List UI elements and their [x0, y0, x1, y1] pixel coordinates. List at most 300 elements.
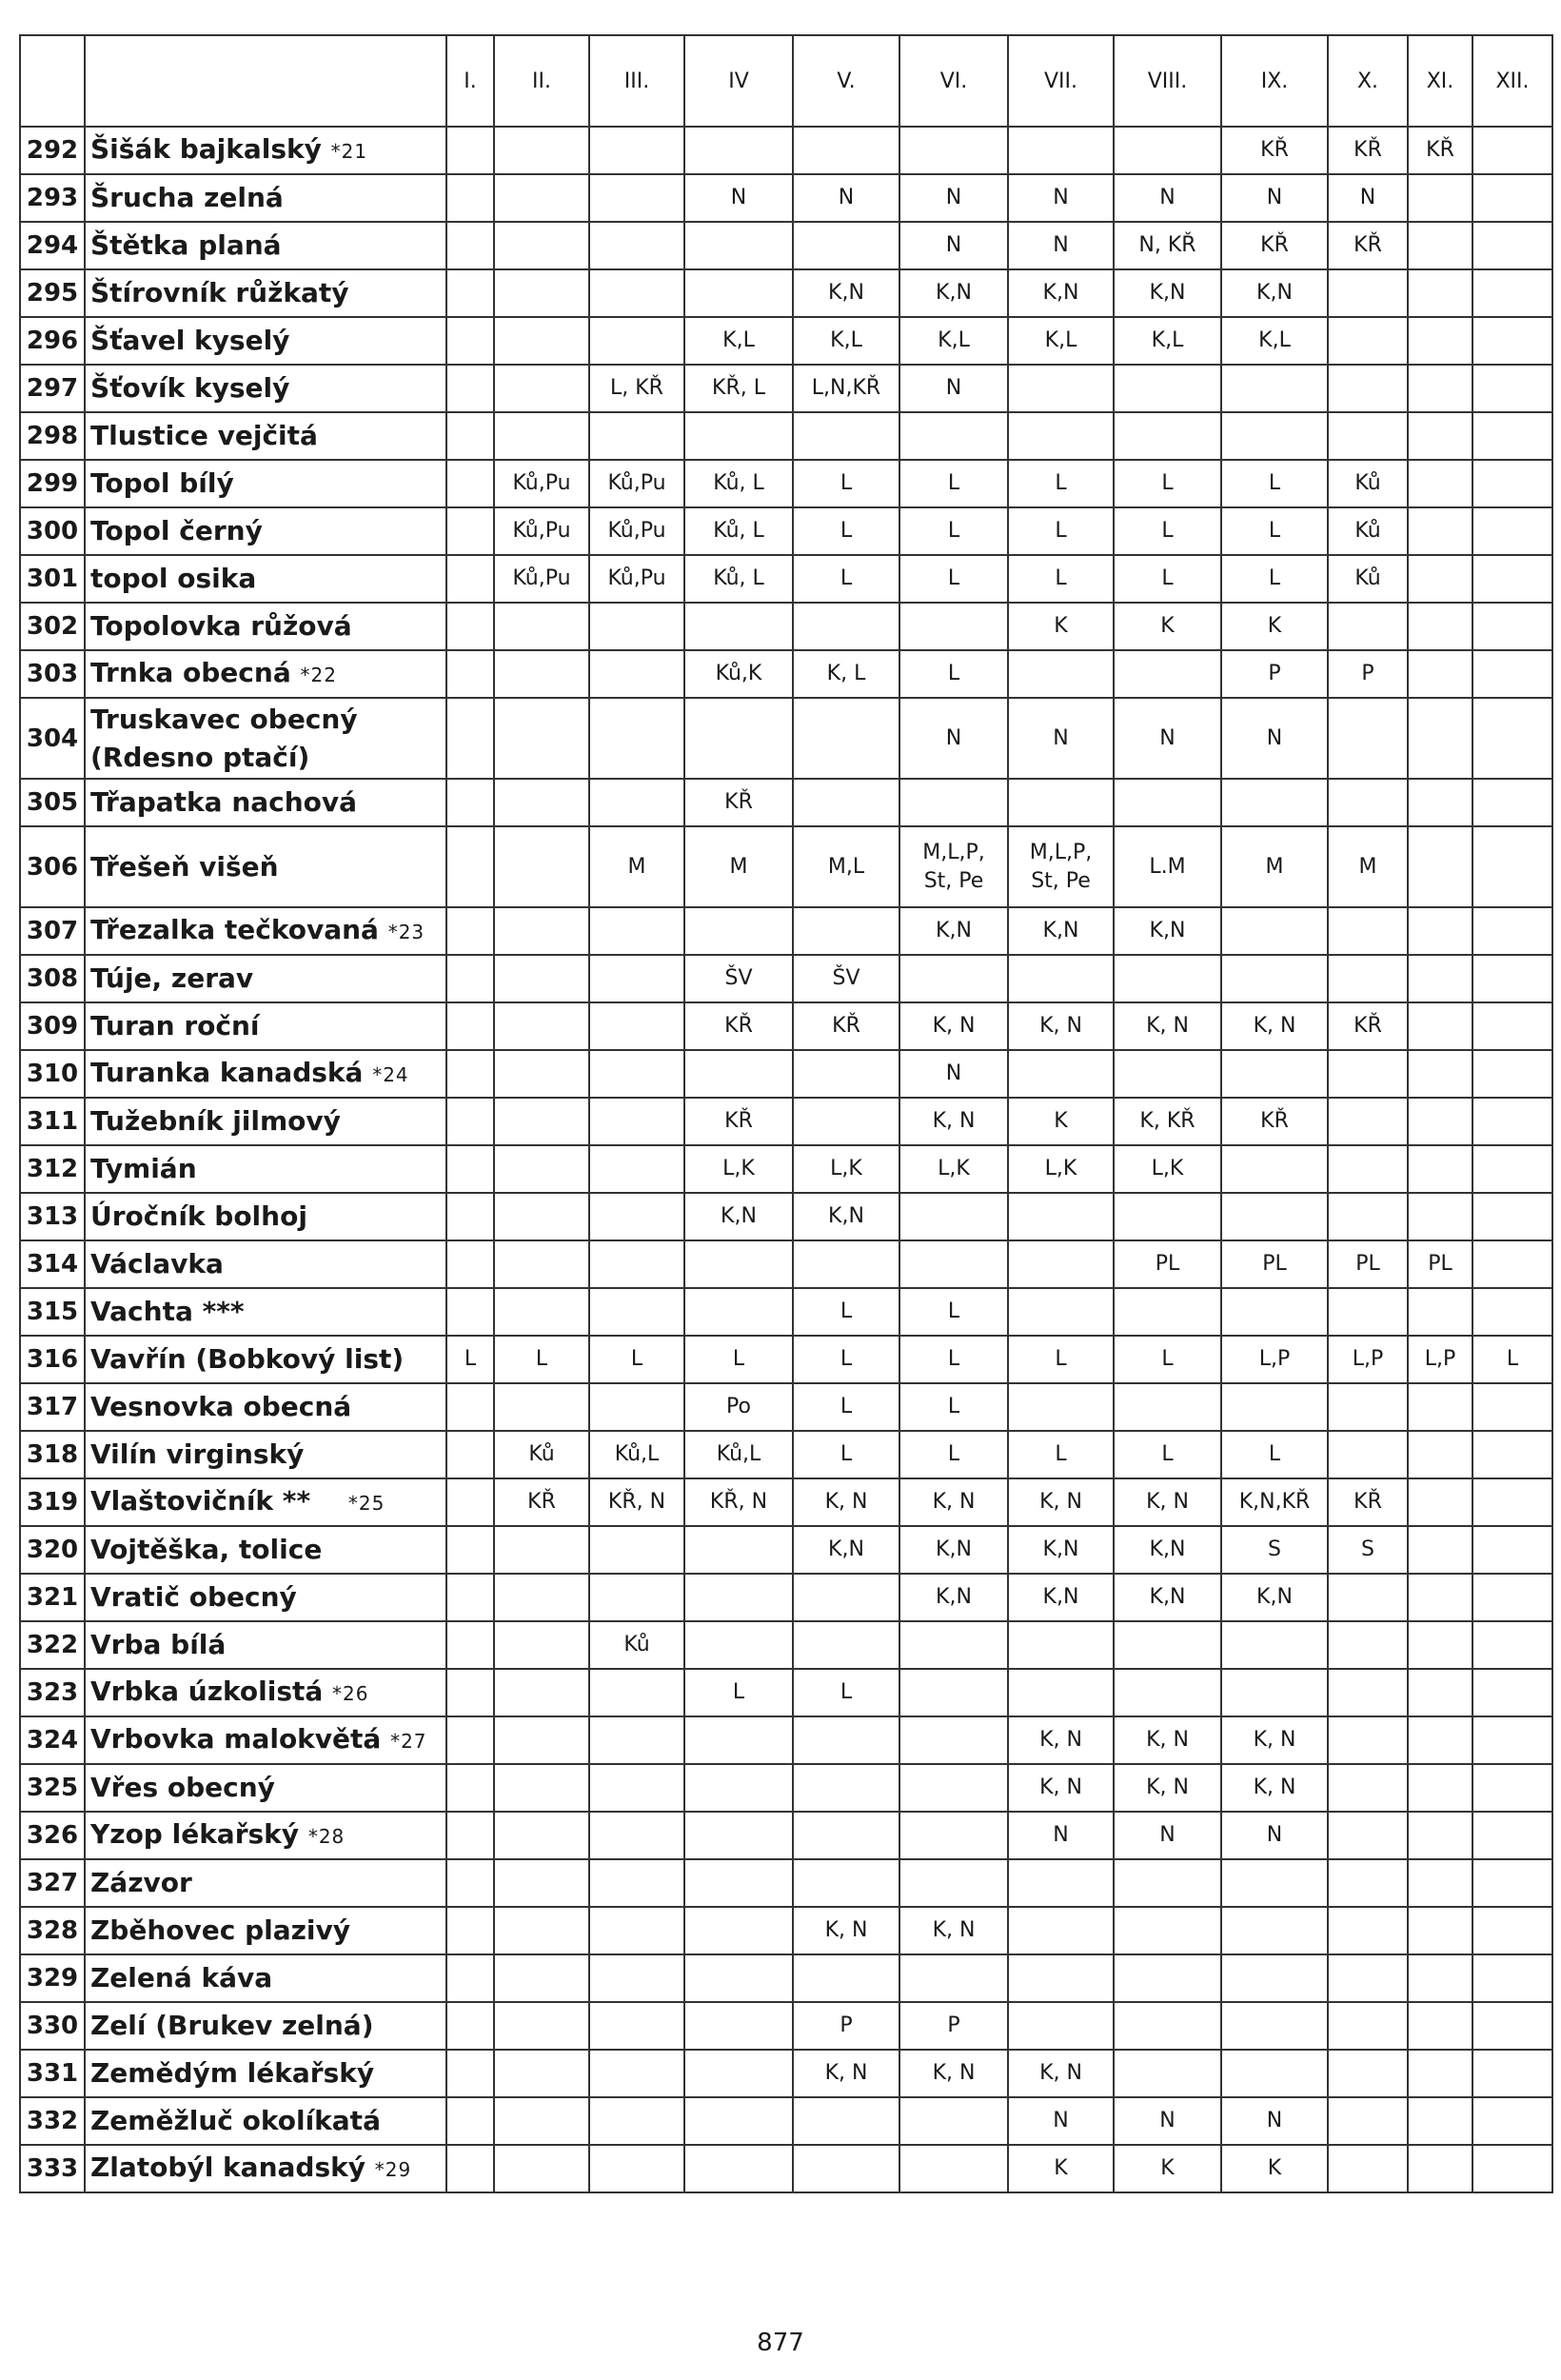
row-number: 303 [20, 650, 85, 698]
month-cell [1008, 1954, 1114, 2002]
month-cell: N, KŘ [1114, 222, 1221, 269]
footnote-ref: *23 [387, 921, 425, 943]
month-cell [1008, 1621, 1114, 1669]
month-cell [1328, 317, 1408, 365]
month-cell [684, 1812, 793, 1859]
plant-name: Vilín virginský [90, 1438, 305, 1470]
month-cell: K, L [793, 650, 899, 698]
month-cell [589, 1954, 684, 2002]
row-number: 296 [20, 317, 85, 365]
table-body [20, 127, 1552, 2192]
month-cell [684, 1240, 793, 1288]
month-header: XII. [1472, 35, 1552, 127]
month-cell: K,N [1008, 1526, 1114, 1574]
month-cell [1328, 1669, 1408, 1716]
plant-name: Štětka planá [90, 229, 282, 261]
month-cell [1408, 698, 1472, 779]
table-row [20, 2145, 1552, 2192]
month-cell [1408, 460, 1472, 507]
month-cell [1408, 1716, 1472, 1764]
month-cell: M [1328, 826, 1408, 907]
month-cell [1472, 1621, 1552, 1669]
month-cell [1472, 907, 1552, 955]
row-number: 318 [20, 1431, 85, 1478]
month-cell [589, 1002, 684, 1050]
month-cell [494, 1954, 589, 2002]
month-cell: KŘ [684, 1002, 793, 1050]
month-cell: K [1008, 603, 1114, 650]
month-cell [494, 2002, 589, 2050]
table-row [20, 955, 1552, 1002]
month-cell [446, 222, 494, 269]
month-cell [589, 1145, 684, 1193]
table-row [20, 1526, 1552, 1574]
month-cell [684, 2145, 793, 2192]
month-cell [1472, 1574, 1552, 1621]
month-cell: N [1008, 2097, 1114, 2145]
table-row [20, 1859, 1552, 1907]
plant-name-cell [85, 2097, 446, 2145]
month-cell: PL [1221, 1240, 1328, 1288]
table-row [20, 1193, 1552, 1240]
month-cell [684, 603, 793, 650]
month-cell [1328, 1383, 1408, 1431]
month-cell [684, 2050, 793, 2097]
plant-name-cell [85, 174, 446, 222]
month-cell: L [899, 507, 1008, 555]
month-cell [1008, 1193, 1114, 1240]
month-cell [1328, 2145, 1408, 2192]
plant-name: Vrbovka malokvětá [90, 1723, 382, 1755]
month-cell: L [1114, 460, 1221, 507]
month-cell [1408, 1859, 1472, 1907]
month-cell [446, 269, 494, 317]
month-cell [899, 1193, 1008, 1240]
month-cell [494, 907, 589, 955]
month-cell [1008, 826, 1114, 907]
month-cell: N [1114, 1812, 1221, 1859]
month-cell [1328, 2050, 1408, 2097]
month-cell: Ků, L [684, 460, 793, 507]
table-row [20, 1098, 1552, 1145]
table-row [20, 1288, 1552, 1336]
month-cell-line: M,L,P, [922, 840, 985, 864]
month-cell [684, 412, 793, 460]
month-cell [1221, 2002, 1328, 2050]
month-cell [793, 1621, 899, 1669]
row-number: 313 [20, 1193, 85, 1240]
month-cell: K, N [1221, 1002, 1328, 1050]
month-cell: K, N [1221, 1764, 1328, 1812]
month-cell: K,L [1008, 317, 1114, 365]
row-number: 308 [20, 955, 85, 1002]
row-number: 324 [20, 1716, 85, 1764]
header-name-cell [85, 35, 446, 127]
month-cell: K,N [1114, 269, 1221, 317]
plant-name: Yzop lékařský [90, 1818, 300, 1850]
month-cell: N [899, 222, 1008, 269]
month-cell [1408, 555, 1472, 603]
footnote-ref: *24 [372, 1063, 409, 1086]
month-cell [1472, 2050, 1552, 2097]
month-cell: KŘ [1221, 127, 1328, 174]
month-cell [1408, 650, 1472, 698]
month-cell [494, 412, 589, 460]
month-cell: L,K [793, 1145, 899, 1193]
month-cell [1114, 1383, 1221, 1431]
month-cell [1114, 365, 1221, 412]
month-cell [1408, 1907, 1472, 1954]
month-cell: K, N [899, 1098, 1008, 1145]
table-row [20, 2097, 1552, 2145]
month-cell [684, 1050, 793, 1098]
month-cell [494, 127, 589, 174]
plant-name: Tymián [90, 1153, 197, 1184]
month-cell [684, 1526, 793, 1574]
plant-name-cell [85, 2050, 446, 2097]
month-cell [684, 1954, 793, 2002]
month-cell [446, 1050, 494, 1098]
month-cell: K,N [793, 1193, 899, 1240]
month-cell [1008, 1383, 1114, 1431]
month-cell [793, 1240, 899, 1288]
row-number: 304 [20, 698, 85, 779]
month-cell [899, 1716, 1008, 1764]
month-cell [446, 2145, 494, 2192]
table-row [20, 2050, 1552, 2097]
header-number-cell [20, 35, 85, 127]
month-cell [494, 222, 589, 269]
table-row [20, 269, 1552, 317]
month-cell-line: M,L,P, [1029, 840, 1093, 864]
month-cell: K, N [1008, 2050, 1114, 2097]
month-cell [589, 1240, 684, 1288]
month-cell [446, 1383, 494, 1431]
month-cell [494, 365, 589, 412]
month-cell [1221, 2050, 1328, 2097]
month-cell: L.M [1114, 826, 1221, 907]
month-cell: L [899, 1383, 1008, 1431]
month-cell [1472, 365, 1552, 412]
plant-name-cell [85, 365, 446, 412]
table-row [20, 127, 1552, 174]
month-cell [1408, 1764, 1472, 1812]
month-cell [1328, 907, 1408, 955]
table-row [20, 1002, 1552, 1050]
month-cell [1472, 2145, 1552, 2192]
month-cell: K [1114, 603, 1221, 650]
month-cell [1408, 317, 1472, 365]
month-cell [1328, 412, 1408, 460]
month-cell: N [1221, 1812, 1328, 1859]
month-cell [1472, 1145, 1552, 1193]
month-cell [1328, 2002, 1408, 2050]
month-cell: K,N [1008, 907, 1114, 955]
header-row [20, 35, 1552, 127]
month-header: IX. [1221, 35, 1328, 127]
row-number: 299 [20, 460, 85, 507]
plant-name: Vojtěška, tolice [90, 1534, 323, 1565]
table-row [20, 317, 1552, 365]
footnote-ref: *27 [390, 1730, 427, 1753]
month-cell [1472, 1859, 1552, 1907]
month-cell: M [1221, 826, 1328, 907]
month-cell [1408, 1145, 1472, 1193]
month-cell [446, 1098, 494, 1145]
month-cell: N [899, 698, 1008, 779]
month-cell [1472, 779, 1552, 826]
month-cell [589, 1526, 684, 1574]
row-number: 327 [20, 1859, 85, 1907]
month-cell: ŠV [793, 955, 899, 1002]
month-cell [1008, 1859, 1114, 1907]
month-cell [1114, 1621, 1221, 1669]
month-cell [1328, 1431, 1408, 1478]
table-row [20, 507, 1552, 555]
month-cell [494, 1669, 589, 1716]
month-cell [589, 1383, 684, 1431]
row-number: 300 [20, 507, 85, 555]
month-cell [1408, 1193, 1472, 1240]
month-cell [494, 779, 589, 826]
month-cell [494, 1050, 589, 1098]
month-cell [446, 698, 494, 779]
month-cell [793, 779, 899, 826]
plant-name-cell [85, 2002, 446, 2050]
month-cell: K, N [1114, 1478, 1221, 1526]
month-cell [1408, 1954, 1472, 2002]
month-cell: L,N,KŘ [793, 365, 899, 412]
month-cell [684, 222, 793, 269]
month-cell: K,N [1008, 1574, 1114, 1621]
month-cell: KŘ [1221, 1098, 1328, 1145]
month-cell [793, 1812, 899, 1859]
month-cell [446, 412, 494, 460]
month-cell [446, 1907, 494, 1954]
plant-name-cell [85, 1383, 446, 1431]
month-cell [1472, 1907, 1552, 1954]
month-cell [1114, 2002, 1221, 2050]
month-cell [589, 1669, 684, 1716]
month-cell: KŘ, N [589, 1478, 684, 1526]
month-cell: L,P [1221, 1336, 1328, 1383]
month-cell [1472, 222, 1552, 269]
plant-name-cell [85, 127, 446, 174]
month-cell [494, 1859, 589, 1907]
month-cell [589, 603, 684, 650]
month-cell: PL [1408, 1240, 1472, 1288]
month-cell [1114, 127, 1221, 174]
month-cell: P [899, 2002, 1008, 2050]
month-cell [1221, 907, 1328, 955]
month-cell [446, 650, 494, 698]
month-cell [1114, 1669, 1221, 1716]
month-cell [1008, 412, 1114, 460]
month-cell [1472, 650, 1552, 698]
month-cell: K,N [899, 1526, 1008, 1574]
month-cell: L [1472, 1336, 1552, 1383]
month-cell [446, 1859, 494, 1907]
plant-name: Václavka [90, 1248, 224, 1279]
month-cell [589, 1812, 684, 1859]
month-cell [793, 603, 899, 650]
month-cell [1408, 2002, 1472, 2050]
month-cell [446, 507, 494, 555]
month-cell: Po [684, 1383, 793, 1431]
month-cell [494, 2050, 589, 2097]
month-cell: N [1114, 174, 1221, 222]
month-header: XI. [1408, 35, 1472, 127]
month-cell: L [1114, 555, 1221, 603]
plant-name-cell [85, 650, 446, 698]
month-cell [446, 1526, 494, 1574]
month-cell [1472, 1193, 1552, 1240]
month-cell: L [899, 1431, 1008, 1478]
month-cell [1472, 698, 1552, 779]
month-cell: K,L [1114, 317, 1221, 365]
month-cell [589, 1098, 684, 1145]
month-cell [899, 412, 1008, 460]
month-cell: K, N [793, 2050, 899, 2097]
month-cell: L [1221, 1431, 1328, 1478]
month-cell: K, N [1008, 1478, 1114, 1526]
row-number: 322 [20, 1621, 85, 1669]
plant-name-cell [85, 698, 446, 779]
month-cell [684, 907, 793, 955]
month-cell [446, 1288, 494, 1336]
plant-name-cell [85, 412, 446, 460]
month-cell: L [1221, 460, 1328, 507]
month-cell [494, 1288, 589, 1336]
plant-name: Třezalka tečkovaná [90, 914, 379, 945]
plant-name-alt: (Rdesno ptačí) [90, 741, 310, 773]
month-cell: KŘ [1328, 222, 1408, 269]
month-cell: S [1328, 1526, 1408, 1574]
plant-name: Šťovík kyselý [90, 372, 290, 404]
month-cell [1408, 1002, 1472, 1050]
month-cell: N [684, 174, 793, 222]
month-cell [1472, 1240, 1552, 1288]
month-cell [1114, 650, 1221, 698]
month-cell: Ků [589, 1621, 684, 1669]
month-cell: L [1008, 1336, 1114, 1383]
month-cell [1008, 955, 1114, 1002]
table-row [20, 1145, 1552, 1193]
month-cell: N [1114, 698, 1221, 779]
month-cell [1408, 507, 1472, 555]
month-cell [684, 127, 793, 174]
month-cell: N [899, 365, 1008, 412]
month-cell [589, 269, 684, 317]
table-row [20, 1478, 1552, 1526]
month-cell [446, 603, 494, 650]
month-cell: KŘ [1408, 127, 1472, 174]
month-cell [1328, 365, 1408, 412]
footnote-ref: *28 [307, 1825, 346, 1848]
table-row [20, 1764, 1552, 1812]
month-cell [1328, 1716, 1408, 1764]
plant-name-cell [85, 1907, 446, 1954]
row-number: 310 [20, 1050, 85, 1098]
month-cell [1408, 1478, 1472, 1526]
month-cell [1221, 412, 1328, 460]
month-cell [899, 1954, 1008, 2002]
month-cell [793, 2145, 899, 2192]
month-cell [1408, 1812, 1472, 1859]
row-number: 295 [20, 269, 85, 317]
month-cell [494, 1002, 589, 1050]
month-cell: K,N [793, 269, 899, 317]
month-header: VII. [1008, 35, 1114, 127]
month-cell [446, 1478, 494, 1526]
plant-name-cell [85, 779, 446, 826]
month-cell [494, 955, 589, 1002]
plant-name-cell [85, 1669, 446, 1716]
month-cell [1472, 1050, 1552, 1098]
month-cell: L [899, 555, 1008, 603]
month-cell: KŘ [1328, 1002, 1408, 1050]
month-cell [1472, 555, 1552, 603]
month-cell: K, N [793, 1478, 899, 1526]
plant-name: Tužebník jilmový [90, 1105, 341, 1137]
month-cell-line: St, Pe [923, 868, 984, 893]
month-cell [1008, 650, 1114, 698]
month-cell [1472, 1098, 1552, 1145]
month-cell: N [793, 174, 899, 222]
month-cell: Ků,Pu [494, 507, 589, 555]
month-cell [494, 1383, 589, 1431]
table-row [20, 1431, 1552, 1478]
month-cell [1408, 1288, 1472, 1336]
month-cell [446, 1145, 494, 1193]
row-number: 293 [20, 174, 85, 222]
month-cell [793, 1098, 899, 1145]
month-cell [446, 555, 494, 603]
month-cell [1114, 955, 1221, 1002]
plant-name: Zlatobýl kanadský [90, 2152, 366, 2183]
month-cell [1472, 317, 1552, 365]
month-cell [1221, 1907, 1328, 1954]
table-row [20, 222, 1552, 269]
month-cell [1328, 698, 1408, 779]
row-number: 302 [20, 603, 85, 650]
month-cell: P [1328, 650, 1408, 698]
month-cell [446, 2050, 494, 2097]
month-header: V. [793, 35, 899, 127]
month-cell [589, 127, 684, 174]
month-cell [899, 2097, 1008, 2145]
plant-name: Zázvor [90, 1867, 192, 1898]
month-cell [446, 1954, 494, 2002]
month-cell [446, 1240, 494, 1288]
month-cell [1328, 1145, 1408, 1193]
footnote-ref: *22 [300, 664, 337, 686]
month-cell: ŠV [684, 955, 793, 1002]
month-cell: L [1008, 555, 1114, 603]
month-cell [446, 1764, 494, 1812]
row-number: 315 [20, 1288, 85, 1336]
month-cell [1472, 603, 1552, 650]
month-cell: K [1008, 1098, 1114, 1145]
row-number: 309 [20, 1002, 85, 1050]
month-cell: K,L [899, 317, 1008, 365]
month-cell [1221, 1288, 1328, 1336]
table-row [20, 1716, 1552, 1764]
month-cell: L [793, 460, 899, 507]
month-cell: Ků [1328, 555, 1408, 603]
table-row [20, 1574, 1552, 1621]
month-cell [899, 1812, 1008, 1859]
